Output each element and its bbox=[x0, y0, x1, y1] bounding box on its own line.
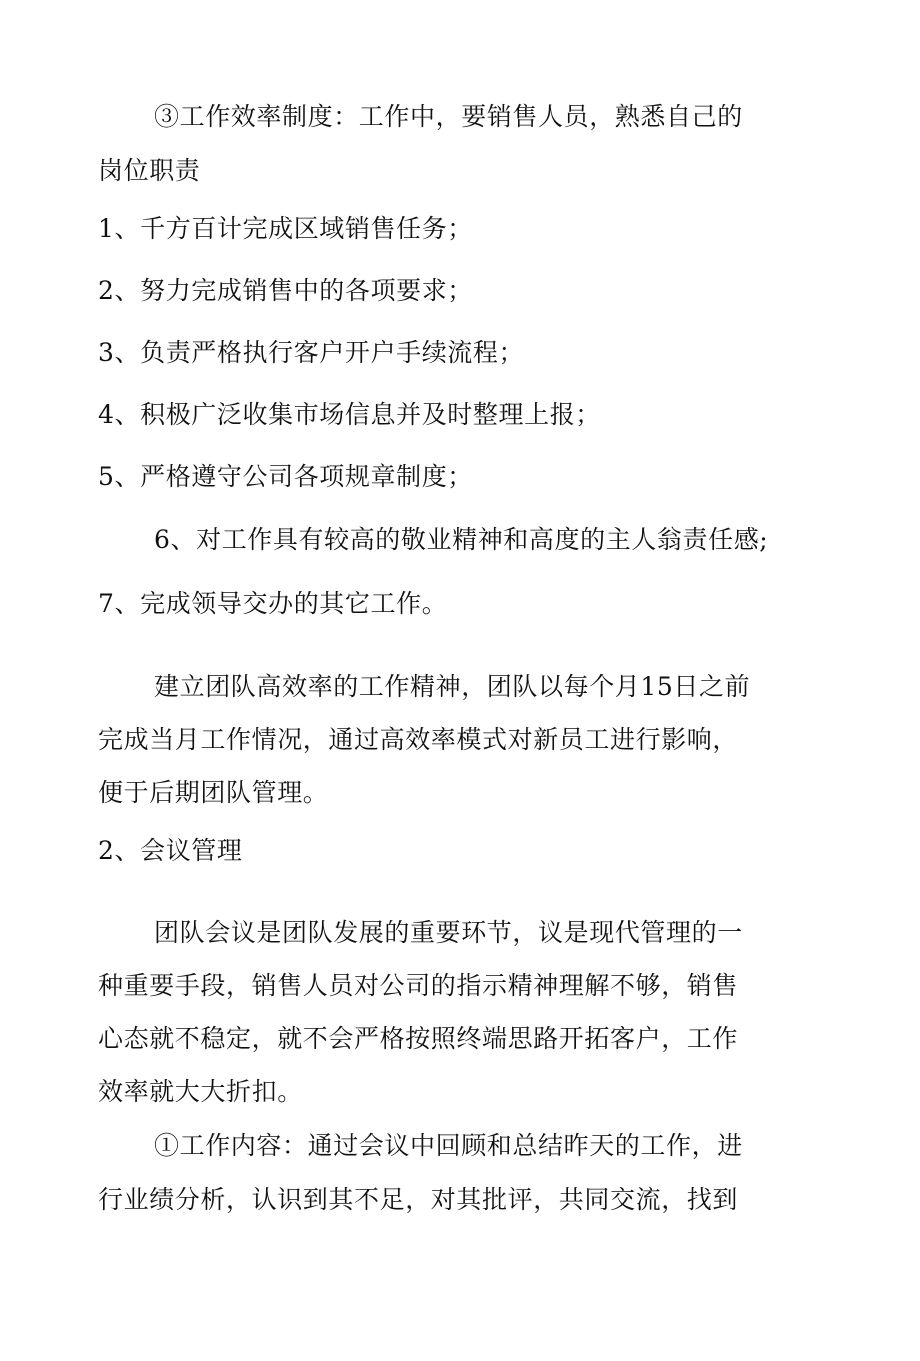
list-item: 7、完成领导交办的其它工作。 bbox=[98, 589, 448, 618]
list-item: 2、努力完成销售中的各项要求； bbox=[98, 276, 473, 305]
list-item: 1、千方百计完成区域销售任务； bbox=[98, 214, 473, 243]
paragraph-line: ③工作效率制度：工作中，要销售人员，熟悉自己的 bbox=[154, 102, 743, 131]
list-item: 4、积极广泛收集市场信息并及时整理上报； bbox=[98, 400, 601, 429]
section-heading: 2、会议管理 bbox=[98, 836, 243, 865]
list-item: 6、对工作具有较高的敬业精神和高度的主人翁责任感; bbox=[154, 525, 769, 554]
paragraph-line: 完成当月工作情况，通过高效率模式对新员工进行影响， bbox=[98, 725, 739, 754]
paragraph-line: 种重要手段，销售人员对公司的指示精神理解不够，销售 bbox=[98, 971, 739, 1000]
paragraph-line: 便于后期团队管理。 bbox=[98, 778, 329, 807]
paragraph-line: 团队会议是团队发展的重要环节，议是现代管理的一 bbox=[154, 918, 743, 947]
paragraph-line: 行业绩分析，认识到其不足，对其批评，共同交流，找到 bbox=[98, 1185, 739, 1214]
paragraph-line: 心态就不稳定，就不会严格按照终端思路开拓客户，工作 bbox=[98, 1024, 739, 1053]
list-item: 5、严格遵守公司各项规章制度； bbox=[98, 462, 473, 491]
paragraph-line: 岗位职责 bbox=[98, 156, 201, 185]
list-item: 3、负责严格执行客户开户手续流程； bbox=[98, 338, 525, 367]
paragraph-line: ①工作内容：通过会议中回顾和总结昨天的工作，进 bbox=[154, 1131, 743, 1160]
paragraph-line: 建立团队高效率的工作精神，团队以每个月15日之前 bbox=[154, 672, 751, 701]
paragraph-line: 效率就大大折扣。 bbox=[98, 1077, 303, 1106]
